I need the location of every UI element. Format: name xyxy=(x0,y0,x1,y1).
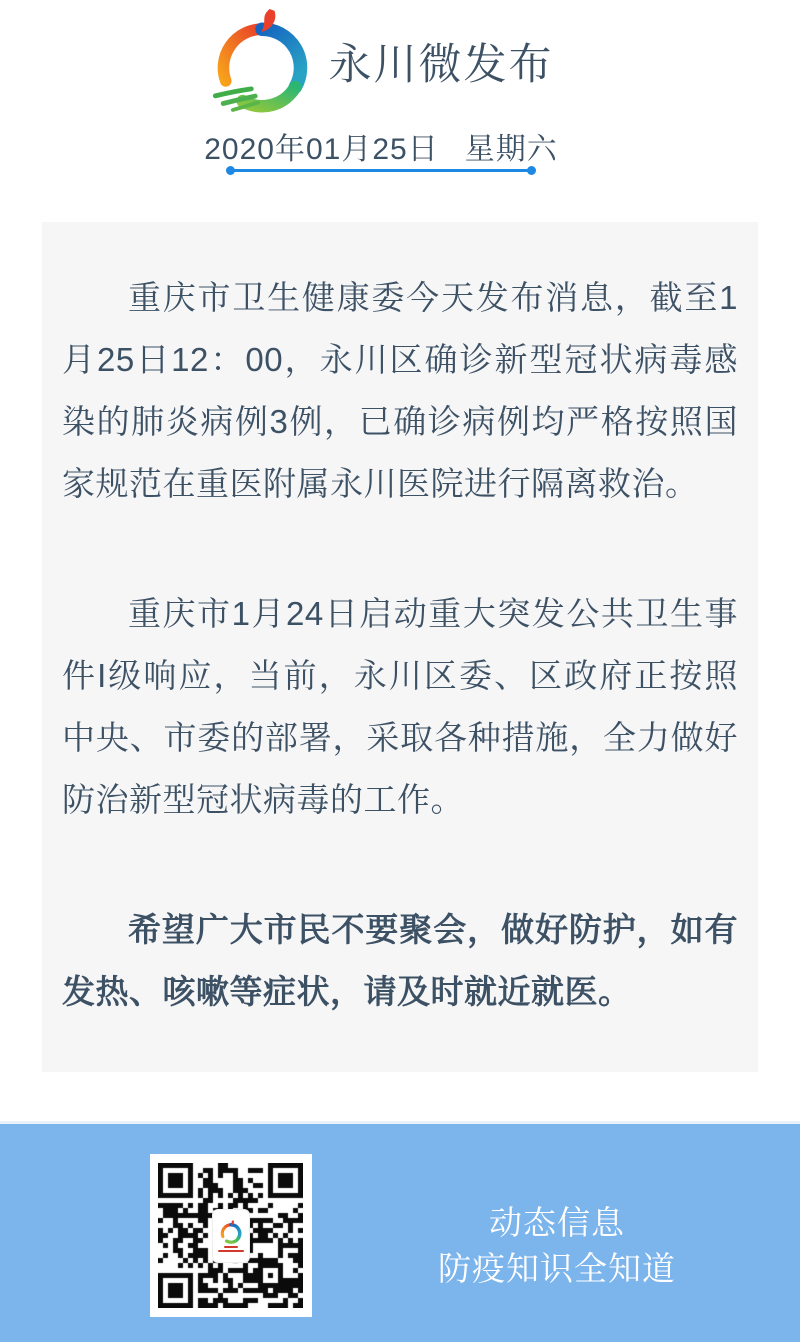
rule-dot-right xyxy=(527,166,536,175)
qr-logo-caption-mark xyxy=(218,1250,244,1252)
qr-center-logo-icon xyxy=(213,1210,249,1262)
footer-slogan-line2: 防疫知识全知道 xyxy=(438,1250,676,1287)
qr-logo-caption-mark xyxy=(224,1246,238,1248)
footer-slogan xyxy=(404,1200,710,1292)
article-paragraph: 重庆市卫生健康委今天发布消息，截至1月25日12：00，永川区确诊新型冠状病毒感染的肺炎病例3例，已确诊病例均严格按照国家规范在重医附属永川医院进行隔离救治。 xyxy=(62,279,738,502)
qr-code xyxy=(150,1154,312,1317)
brand xyxy=(0,8,762,114)
weekday-text: 星期六 xyxy=(464,133,558,166)
article-paragraph-emphasis: 希望广大市民不要聚会，做好防护，如有发热、咳嗽等症状，请及时就近就医。 xyxy=(62,911,738,1010)
phoenix-swirl-logo-icon xyxy=(209,8,315,114)
header xyxy=(0,0,762,195)
footer xyxy=(0,1121,800,1342)
rule-dot-left xyxy=(226,166,235,175)
announcement-panel xyxy=(42,222,758,1072)
publish-date xyxy=(0,124,762,168)
date-underline xyxy=(230,169,532,172)
article-paragraph: 重庆市1月24日启动重大突发公共卫生事件I级响应，当前，永川区委、区政府正按照中央、市委的部署，采取各种措施，全力做好防治新型冠状病毒的工作。 xyxy=(62,595,738,818)
brand-title: 永川微发布 xyxy=(328,40,554,89)
date-text: 2020年01月25日 xyxy=(204,133,439,166)
footer-slogan-line1: 动态信息 xyxy=(489,1204,625,1241)
